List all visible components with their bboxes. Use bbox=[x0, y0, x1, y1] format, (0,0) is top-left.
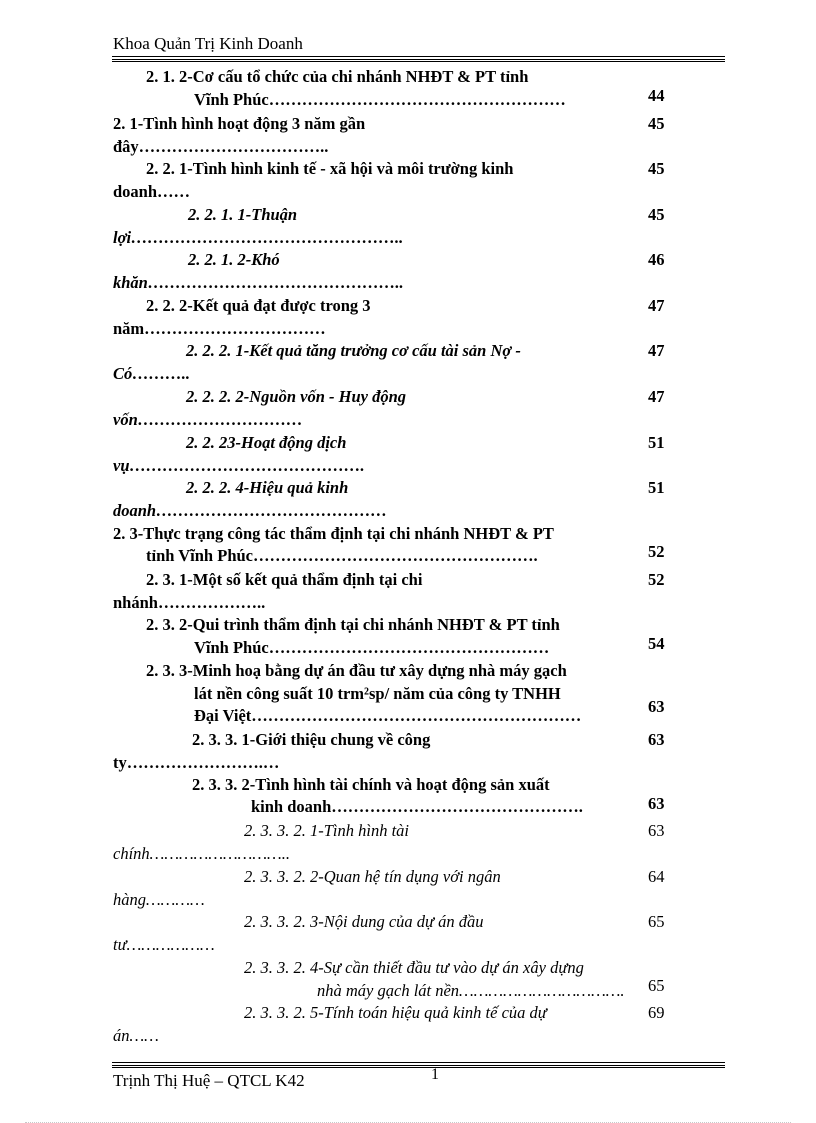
toc-entry-page: 63 bbox=[648, 697, 665, 716]
toc-entry-page: 44 bbox=[648, 86, 665, 105]
toc-entry-page: 69 bbox=[648, 1003, 665, 1022]
toc-entry-page: 52 bbox=[648, 542, 665, 561]
toc-entry-title: 2. 3. 1-Một số kết quả thẩm định tại chi bbox=[146, 570, 423, 589]
page-header-title: Khoa Quản Trị Kinh Doanh bbox=[113, 34, 303, 53]
toc-entry-title: Có……….. bbox=[113, 364, 191, 383]
toc-entry-title: 2. 3. 3. 2. 5-Tính toán hiệu quả kinh tế của dự bbox=[244, 1003, 547, 1022]
toc-entry-title: 2. 2. 1. 1-Thuận bbox=[188, 205, 298, 224]
toc-entry-title: 2. 3. 2-Qui trình thẩm định tại chi nhánh NHĐT & PT tỉnh bbox=[146, 615, 560, 634]
toc-entry-title: lát nền công suất 10 trm²sp/ năm của công ty TNHH bbox=[194, 684, 561, 703]
toc-entry-page: 45 bbox=[648, 114, 665, 133]
toc-entry-title: doanh…… bbox=[113, 182, 191, 201]
toc-entry-title: 2. 2. 23-Hoạt động dịch bbox=[186, 433, 347, 452]
toc-entry-title: Vĩnh Phúc……………………………………………… bbox=[194, 90, 566, 109]
toc-entry-title: 2. 2. 1. 2-Khó bbox=[188, 250, 280, 269]
toc-entry-title: 2. 3. 3. 2-Tình hình tài chính và hoạt động sản xuất bbox=[192, 775, 550, 794]
toc-entry-page: 65 bbox=[648, 912, 665, 931]
toc-entry-title: 2. 3. 3. 2. 1-Tình hình tài bbox=[244, 821, 410, 840]
toc-entry-title: nhà máy gạch lát nền……………………………. bbox=[317, 981, 625, 1000]
toc-entry-title: 2. 3. 3-Minh hoạ bằng dự án đầu tư xây dựng nhà máy gạch bbox=[146, 661, 567, 680]
toc-entry-page: 63 bbox=[648, 730, 665, 749]
toc-entry-title: án…… bbox=[113, 1026, 159, 1045]
page-number: 1 bbox=[431, 1066, 439, 1083]
toc-entry-title: 2. 3. 3. 1-Giới thiệu chung về công bbox=[192, 730, 431, 749]
toc-entry-title: Đại Việt…………………………………………………… bbox=[194, 706, 582, 725]
toc-entry-title: 2. 2. 2. 4-Hiệu quả kinh bbox=[186, 478, 349, 497]
toc-entry-title: 2. 3. 3. 2. 2-Quan hệ tín dụng với ngân bbox=[244, 867, 501, 886]
toc-entry-page: 52 bbox=[648, 570, 665, 589]
toc-entry-title: 2. 2. 2-Kết quả đạt được trong 3 bbox=[146, 296, 371, 315]
footer-rule bbox=[112, 1065, 725, 1066]
footer-rule bbox=[112, 1067, 725, 1068]
toc-entry-title: năm…………………………… bbox=[113, 319, 326, 338]
toc-entry-title: hàng………… bbox=[113, 890, 205, 909]
toc-entry-title: lợi………………………………………….. bbox=[113, 228, 404, 247]
footer-rule bbox=[112, 1062, 725, 1063]
toc-entry-title: 2. 3-Thực trạng công tác thẩm định tại chi nhánh NHĐT & PT bbox=[113, 524, 554, 543]
toc-entry-page: 45 bbox=[648, 205, 665, 224]
toc-entry-page: 63 bbox=[648, 821, 665, 840]
toc-entry-page: 47 bbox=[648, 341, 665, 360]
toc-entry-page: 46 bbox=[648, 250, 665, 269]
toc-entry-title: kinh doanh………………………………………. bbox=[251, 797, 583, 816]
toc-entry-title: 2. 3. 3. 2. 4-Sự cần thiết đầu tư vào dự án xây dựng bbox=[244, 958, 584, 977]
toc-entry-title: 2. 2. 2. 2-Nguồn vốn - Huy động bbox=[186, 387, 407, 406]
toc-entry-page: 64 bbox=[648, 867, 665, 886]
toc-entry-title: 2. 2. 2. 1-Kết quả tăng trưởng cơ cấu tài sản Nợ - bbox=[186, 341, 521, 360]
toc-entry-title: chính……………………….. bbox=[113, 844, 290, 863]
toc-entry-title: tư……………… bbox=[113, 935, 215, 954]
toc-entry-title: vụ……………………………………. bbox=[113, 456, 365, 475]
toc-entry-page: 45 bbox=[648, 159, 665, 178]
toc-entry-page: 51 bbox=[648, 433, 665, 452]
toc-entry-page: 51 bbox=[648, 478, 665, 497]
toc-entry-page: 65 bbox=[648, 976, 665, 995]
toc-entry-title: 2. 1. 2-Cơ cấu tổ chức của chi nhánh NHĐT & PT tỉnh bbox=[146, 67, 529, 86]
toc-entry-page: 63 bbox=[648, 794, 665, 813]
toc-entry-title: Vĩnh Phúc…………………………………………… bbox=[194, 638, 550, 657]
toc-entry-title: đây…………………………….. bbox=[113, 137, 329, 156]
footer-author: Trịnh Thị Huệ – QTCL K42 bbox=[113, 1071, 305, 1090]
toc-entry-title: doanh…………………………………… bbox=[113, 501, 388, 520]
toc-entry-page: 54 bbox=[648, 634, 665, 653]
toc-entry-title: 2. 2. 1-Tình hình kinh tế - xã hội và môi trường kinh bbox=[146, 159, 514, 178]
toc-entry-page: 47 bbox=[648, 296, 665, 315]
toc-entry-title: vốn………………………… bbox=[113, 410, 303, 429]
toc-entry-title: khăn……………………………………….. bbox=[113, 273, 404, 292]
toc-entry-title: 2. 3. 3. 2. 3-Nội dung của dự án đầu bbox=[244, 912, 484, 931]
toc-entry-page: 47 bbox=[648, 387, 665, 406]
toc-entry-title: ty…………………….… bbox=[113, 753, 280, 772]
toc-entry-title: nhánh……………….. bbox=[113, 593, 266, 612]
toc-entry-title: 2. 1-Tình hình hoạt động 3 năm gần bbox=[113, 114, 366, 133]
toc-entry-title: tỉnh Vĩnh Phúc……………………………………………. bbox=[146, 546, 538, 565]
